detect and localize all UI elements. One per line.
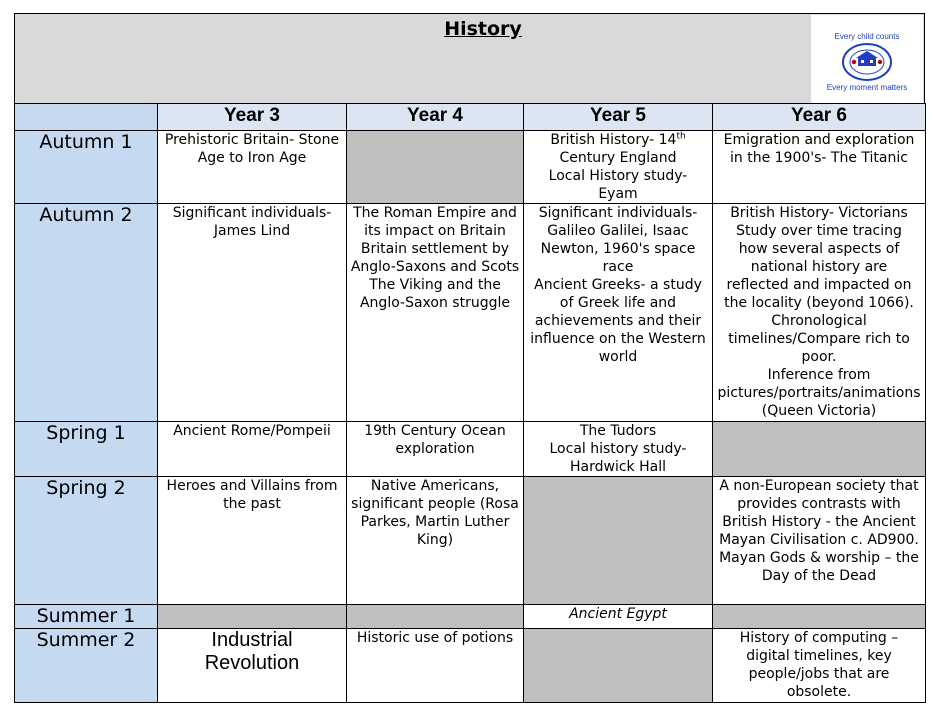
logo-bottom-text: Every moment matters (826, 83, 908, 92)
topic-line: the past (223, 496, 281, 512)
topic-line: in the 1900's- The Titanic (730, 150, 908, 166)
corner-cell (15, 104, 158, 131)
topic-line: exploration (395, 441, 475, 457)
topic-line: of Greek life and (559, 295, 677, 311)
topic-line: Anglo-Saxon struggle (359, 295, 510, 311)
topic-line: Emigration and exploration (723, 132, 915, 148)
term-label: Autumn 2 (15, 204, 158, 422)
topic-line: Britain settlement by (360, 241, 510, 257)
topic-line: Industrial (211, 629, 293, 651)
term-row (15, 204, 926, 422)
topic-line: achievements and their (534, 313, 702, 329)
year-header: Year 5 (524, 104, 713, 131)
logo-top-text: Every child counts (834, 32, 900, 41)
topic-cell (158, 422, 347, 477)
empty-cell (524, 477, 713, 605)
topic-line: Newton, 1960's space (540, 241, 696, 257)
topic-line: Local history study- (549, 441, 687, 457)
topic-line: Age to Iron Age (197, 150, 307, 166)
topic-line: Significant individuals- (172, 205, 332, 221)
topic-line: Historic use of potions (356, 630, 514, 646)
term-label: Summer 1 (15, 605, 158, 629)
topic-line: Mayan Gods & worship – the (719, 550, 919, 566)
topic-line: The Viking and the (369, 277, 501, 293)
topic-cell (524, 131, 713, 204)
topic-line: Inference from (767, 367, 871, 383)
empty-cell (158, 605, 347, 629)
topic-cell (347, 629, 524, 703)
topic-line: Galileo Galilei, Isaac (547, 223, 689, 239)
school-logo (811, 15, 923, 103)
history-curriculum-sheet (14, 13, 925, 702)
topic-cell (524, 605, 713, 629)
curriculum-table (14, 103, 926, 703)
topic-line: pictures/portraits/animations (717, 385, 921, 401)
topic-cell (524, 204, 713, 422)
term-label: Summer 2 (15, 629, 158, 703)
topic-line: 19th Century Ocean (364, 423, 506, 439)
topic-line: influence on the Western (530, 331, 706, 347)
page-title: History (444, 18, 522, 40)
topic-line: timelines/Compare rich to (728, 331, 910, 347)
topic-cell (347, 477, 524, 605)
topic-line: national history are (750, 259, 888, 275)
header-band (14, 13, 925, 104)
topic-line: History of computing – (739, 630, 899, 646)
term-row (15, 131, 926, 204)
topic-line: James Lind (213, 223, 291, 239)
term-label: Spring 1 (15, 422, 158, 477)
topic-line: Chronological (771, 313, 867, 329)
year-header-row (15, 104, 926, 131)
topic-line: Anglo-Saxons and Scots (350, 259, 520, 275)
topic-line: its impact on Britain (364, 223, 506, 239)
topic-cell (713, 131, 926, 204)
empty-cell (713, 422, 926, 477)
term-label: Spring 2 (15, 477, 158, 605)
topic-cell (347, 204, 524, 422)
term-row (15, 422, 926, 477)
empty-cell (347, 131, 524, 204)
topic-line: poor. (801, 349, 837, 365)
year-header: Year 6 (713, 104, 926, 131)
topic-line: Ancient Rome/Pompeii (173, 423, 331, 439)
topic-line: Prehistoric Britain- Stone (164, 132, 340, 148)
topic-line: significant people (Rosa (351, 496, 519, 512)
topic-line: world (598, 349, 638, 365)
term-label: Autumn 1 (15, 131, 158, 204)
topic-line: Native Americans, (370, 478, 500, 494)
topic-line: Study over time tracing (736, 223, 902, 239)
term-row (15, 477, 926, 605)
topic-line: Century England (559, 150, 677, 166)
topic-line: race (602, 259, 634, 275)
topic-line: Ancient Greeks- a study (534, 277, 702, 293)
year-header: Year 3 (158, 104, 347, 131)
topic-line: how several aspects of (738, 241, 900, 257)
topic-line: people/jobs that are (748, 666, 890, 682)
topic-line: Significant individuals- (538, 205, 698, 221)
term-rows (15, 131, 926, 703)
topic-line: Eyam (598, 186, 638, 202)
empty-cell (524, 629, 713, 703)
term-row (15, 605, 926, 629)
topic-line: King) (416, 532, 454, 548)
topic-line: Parkes, Martin Luther (360, 514, 510, 530)
topic-cell (158, 131, 347, 204)
topic-line: Revolution (204, 652, 300, 674)
topic-line: The Tudors (579, 423, 657, 439)
topic-cell (524, 422, 713, 477)
topic-line: provides contrasts with (737, 496, 901, 512)
topic-cell (713, 629, 926, 703)
topic-line: British History- 14th (550, 131, 686, 148)
topic-line: Heroes and Villains from (166, 478, 338, 494)
topic-cell (158, 477, 347, 605)
empty-cell (713, 605, 926, 629)
topic-line: obsolete. (786, 684, 852, 700)
school-badge-icon (841, 42, 893, 82)
topic-line: reflected and impacted on (726, 277, 912, 293)
topic-line: the locality (beyond 1066). (724, 295, 914, 311)
topic-line: Day of the Dead (761, 568, 877, 584)
topic-line: digital timelines, key (746, 648, 892, 664)
year-header: Year 4 (347, 104, 524, 131)
topic-cell (347, 422, 524, 477)
topic-line: Ancient Egypt (569, 606, 667, 622)
topic-line: Hardwick Hall (570, 459, 666, 475)
topic-line: Mayan Civilisation c. AD900. (719, 532, 919, 548)
topic-line: British History - the Ancient (722, 514, 916, 530)
topic-cell (713, 477, 926, 605)
topic-line: (Queen Victoria) (761, 403, 877, 419)
topic-cell (713, 204, 926, 422)
topic-line: A non-European society that (719, 478, 919, 494)
topic-line: British History- Victorians (730, 205, 908, 221)
term-row (15, 629, 926, 703)
empty-cell (347, 605, 524, 629)
topic-line: The Roman Empire and (353, 205, 517, 221)
topic-line: Local History study- (548, 168, 688, 184)
topic-cell (158, 204, 347, 422)
topic-cell (158, 629, 347, 703)
